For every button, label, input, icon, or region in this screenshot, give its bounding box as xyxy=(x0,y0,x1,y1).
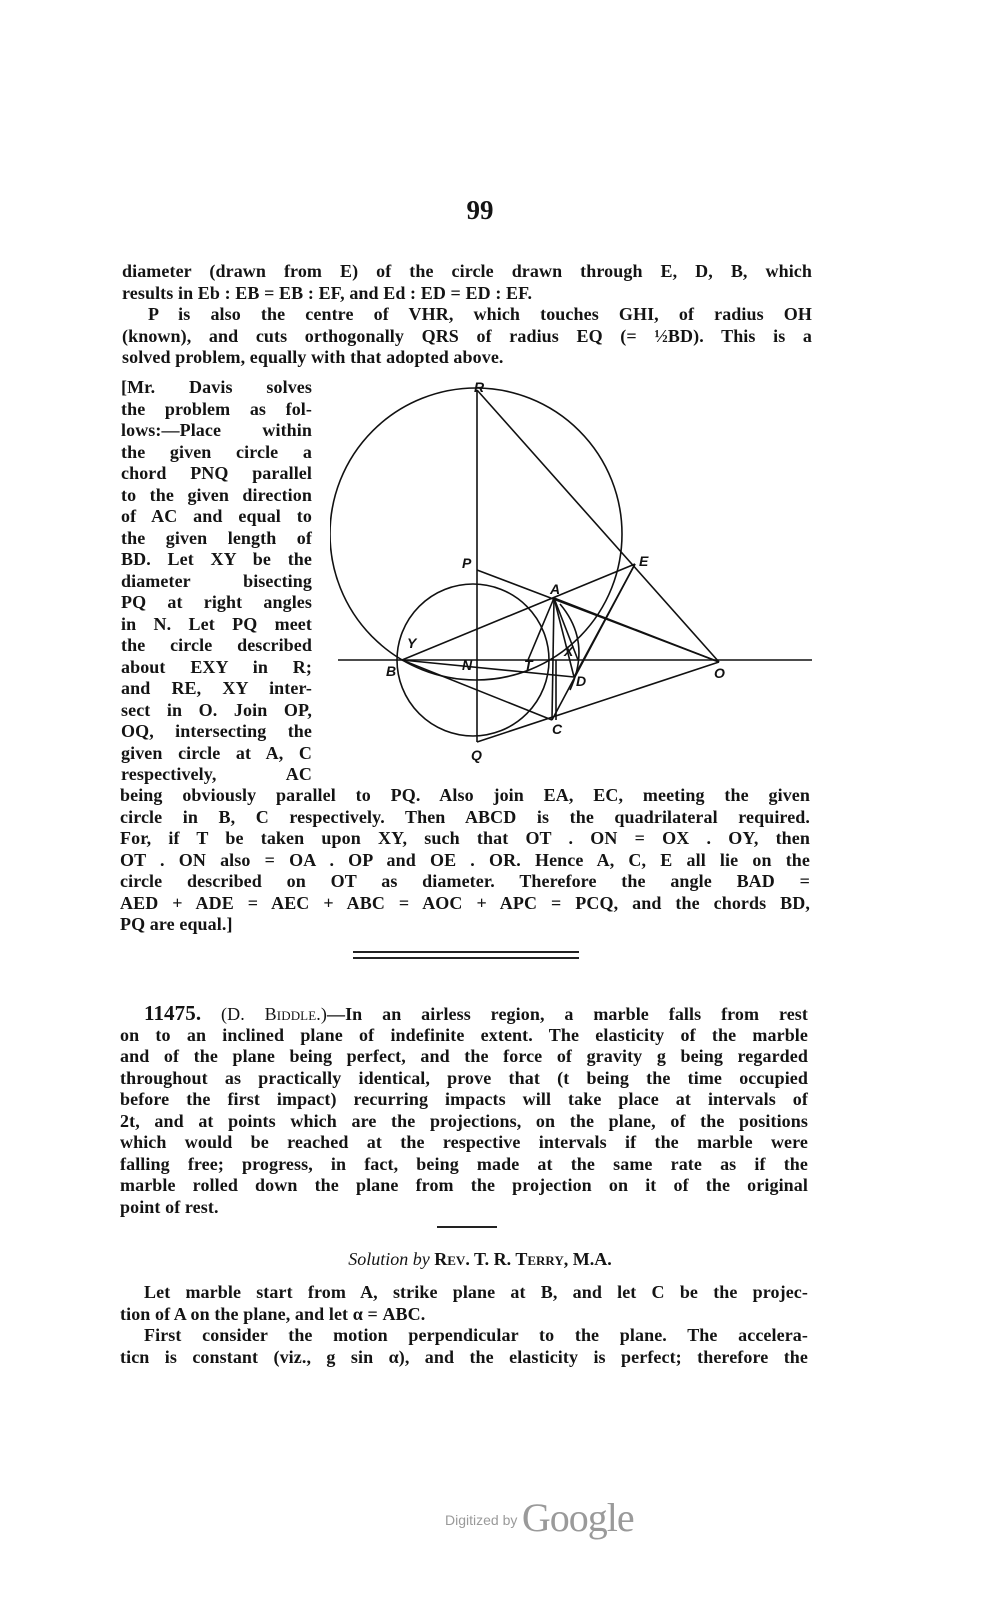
text-line: —In an airless region, a marble falls from rest xyxy=(326,1004,809,1024)
separator-rule-top xyxy=(353,951,579,953)
text-line: being obviously parallel to PQ. Also join EA, EC, meeting the given xyxy=(120,785,810,805)
text-line: of AC and equal to xyxy=(121,506,312,526)
davis-continuation xyxy=(120,785,810,936)
line-qo xyxy=(477,662,719,742)
text-line: and of the plane being perfect, and the force of gravity g being regarded xyxy=(120,1046,808,1066)
label-c: C xyxy=(552,721,563,737)
text-line: 2t, and at points which are the projections, on the plane, of the positions xyxy=(120,1110,808,1131)
davis-side-text xyxy=(121,377,312,786)
label-p: P xyxy=(462,555,472,571)
page-number: 99 xyxy=(466,195,494,225)
text-line: and RE, XY inter- xyxy=(121,678,312,698)
text-line: Let marble start from A, strike plane at B, and let C be the projec- xyxy=(144,1282,808,1302)
solution-author: Rev. T. R. Terry, M.A. xyxy=(434,1249,612,1269)
text-line: tion of A on the plane, and let α = ABC. xyxy=(120,1303,426,1324)
text-line: ticn is constant (viz., g sin α), and the elasticity is perfect; therefore the xyxy=(120,1346,808,1367)
label-r: R xyxy=(474,379,485,395)
geometry-figure xyxy=(330,372,820,772)
text-line: circle described on OT as diameter. Therefore the angle BAD = xyxy=(120,871,810,891)
text-line: which would be reached at the respective intervals if the marble were xyxy=(120,1132,808,1152)
text-line: point of rest. xyxy=(120,1196,219,1217)
problem-author: (D. Biddle.) xyxy=(221,1004,327,1024)
text-line: given circle at A, C xyxy=(121,742,312,763)
text-line: about EXY in R; xyxy=(121,656,312,677)
text-line: OQ, intersecting the xyxy=(121,721,312,741)
text-line: circle in B, C respectively. Then ABCD is the quadrilateral required. xyxy=(120,806,810,827)
text-line: For, if T be taken upon XY, such that OT . ON = OX . OY, then xyxy=(120,828,810,848)
line-ac xyxy=(552,598,554,720)
label-y: Y xyxy=(407,635,417,651)
text-line: BD. Let XY be the xyxy=(121,549,312,569)
separator-rule-bottom xyxy=(353,957,579,959)
text-line: sect in O. Join OP, xyxy=(121,699,312,720)
text-line: in N. Let PQ meet xyxy=(121,613,312,634)
text-line: the given length of xyxy=(121,527,312,548)
label-b: B xyxy=(386,663,397,679)
solution-heading xyxy=(0,1249,960,1270)
line-ro xyxy=(477,390,719,662)
text-line: before the first impact) recurring impacts will take place at intervals of xyxy=(120,1089,808,1109)
text-line: respectively, AC xyxy=(121,764,312,784)
text-line: marble rolled down the plane from the projection on it of the original xyxy=(120,1175,808,1195)
text-line: the problem as fol- xyxy=(121,398,312,419)
solution-by: Solution by xyxy=(348,1249,430,1269)
text-line: [Mr. Davis solves xyxy=(121,377,312,397)
problem-number: 11475. xyxy=(144,1001,202,1025)
text-line: to the given direction xyxy=(121,484,312,505)
text-line: PQ are equal.] xyxy=(120,914,233,934)
text-line: the given circle a xyxy=(121,441,312,462)
text-line: lows:—Place within xyxy=(121,420,312,440)
label-n: N xyxy=(462,657,473,673)
given-circle xyxy=(330,388,622,680)
solution-text xyxy=(120,1282,808,1368)
problem-first-line xyxy=(120,1003,808,1025)
text-line: on to an inclined plane of indefinite extent. The elasticity of the marble xyxy=(120,1024,808,1045)
label-t: T xyxy=(524,657,533,673)
text-line: results in Eb : EB = EB : EF, and Ed : ED = ED : EF. xyxy=(122,282,533,303)
short-rule xyxy=(437,1226,497,1228)
text-line: OT . ON also = OA . OP and OE . OR. Hence A, C, E all lie on the xyxy=(120,849,810,870)
text-line: (known), and cuts orthogonally QRS of radius EQ (= ½BD). This is a xyxy=(122,325,812,346)
label-q: Q xyxy=(471,747,482,763)
text-line: PQ at right angles xyxy=(121,592,312,612)
text-line: chord PNQ parallel xyxy=(121,463,312,483)
google-watermark xyxy=(445,1494,634,1541)
text-line: P is also the centre of VHR, which touches GHI, of radius OH xyxy=(148,304,812,324)
watermark-logo: Google xyxy=(521,1495,634,1540)
label-o: O xyxy=(714,665,725,681)
label-a: A xyxy=(550,581,561,597)
problem-11475 xyxy=(120,1003,808,1218)
text-line: AED + ADE = AEC + ABC = AOC + APC = PCQ, and the chords BD, xyxy=(120,892,810,913)
top-paragraph xyxy=(122,261,812,369)
text-line: throughout as practically identical, prove that (t being the time occupied xyxy=(120,1067,808,1088)
label-e: E xyxy=(639,553,649,569)
text-line: diameter bisecting xyxy=(121,570,312,591)
text-line: the circle described xyxy=(121,635,312,655)
text-line: solved problem, equally with that adopted above. xyxy=(122,347,504,367)
label-d: D xyxy=(576,673,587,689)
text-line: falling free; progress, in fact, being made at the same rate as if the xyxy=(120,1153,808,1174)
text-line: First consider the motion perpendicular to the plane. The accelera- xyxy=(144,1325,808,1345)
text-line: diameter (drawn from E) of the circle drawn through E, D, B, which xyxy=(122,261,812,281)
watermark-small: Digitized by xyxy=(445,1512,518,1528)
label-x: X xyxy=(564,643,574,659)
